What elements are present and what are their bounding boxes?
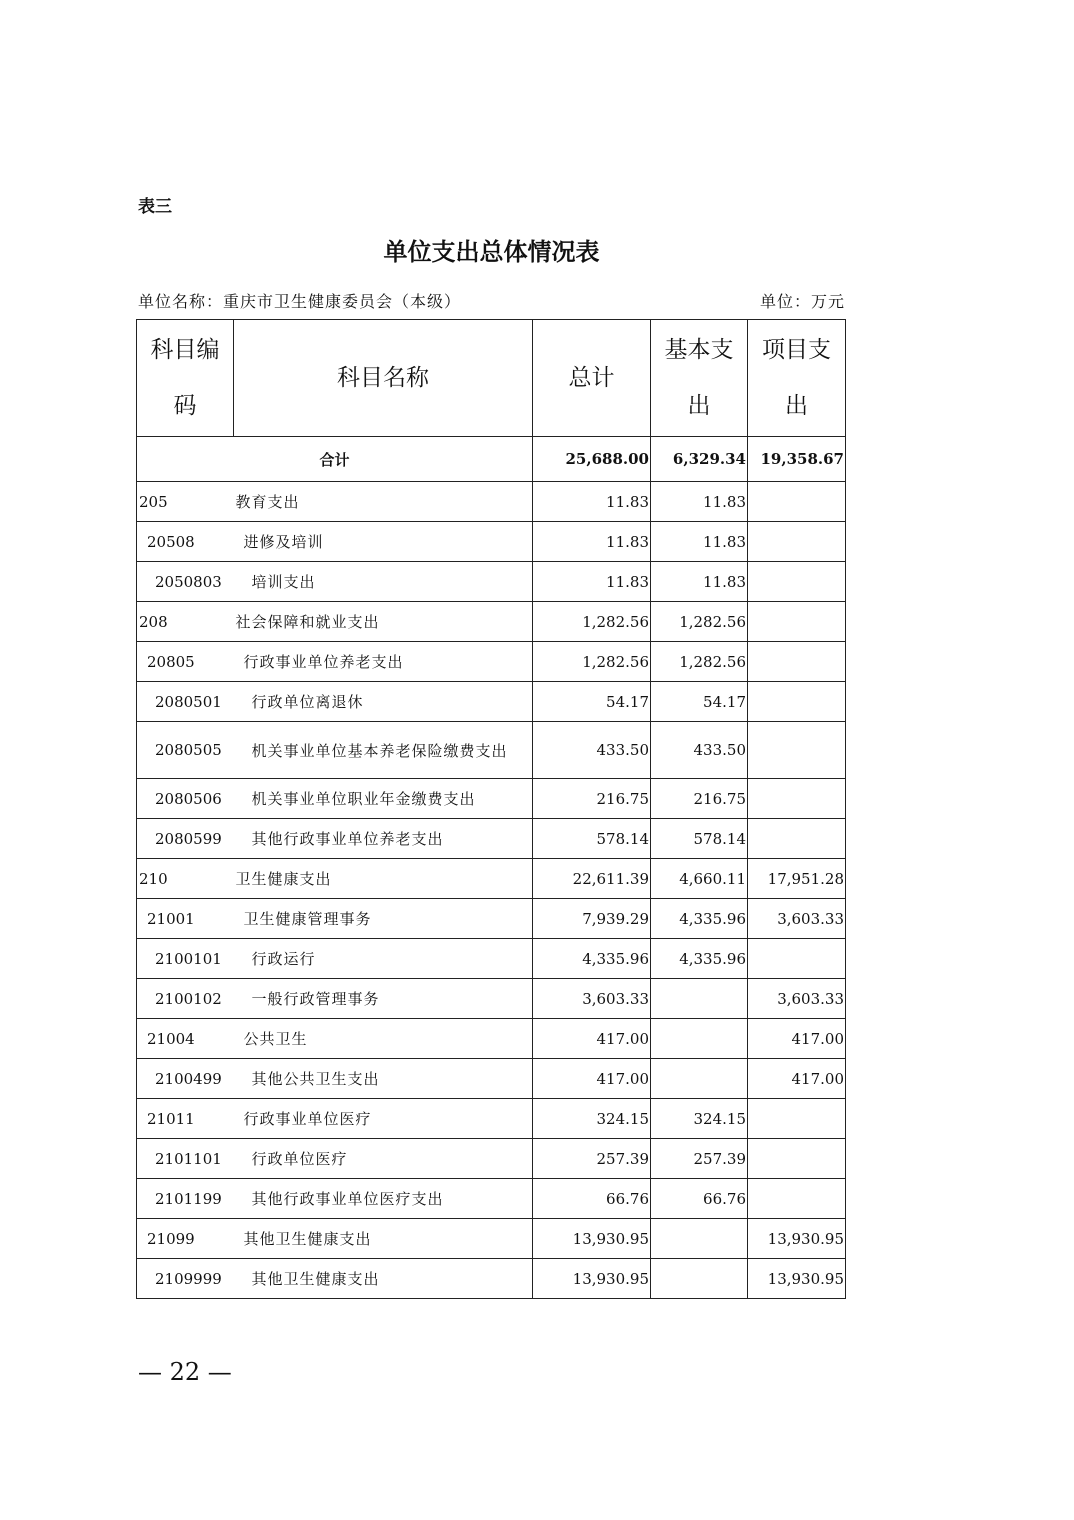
row-code: 21011: [137, 1099, 234, 1139]
total-sum: 25,688.00: [533, 437, 651, 482]
row-name: 机关事业单位职业年金缴费支出: [234, 779, 533, 819]
row-code: 20805: [137, 642, 234, 682]
row-code: 2080599: [137, 819, 234, 859]
row-project: [748, 819, 846, 859]
row-basic: 11.83: [651, 522, 748, 562]
row-name: 其他公共卫生支出: [234, 1059, 533, 1099]
table-row: [137, 1219, 846, 1259]
row-total: 578.14: [533, 819, 651, 859]
row-code: 2100101: [137, 939, 234, 979]
row-code: 2100499: [137, 1059, 234, 1099]
row-basic: [651, 1259, 748, 1299]
table-row: [137, 1179, 846, 1219]
row-total: 1,282.56: [533, 642, 651, 682]
row-name: 卫生健康管理事务: [234, 899, 533, 939]
row-basic: 11.83: [651, 482, 748, 522]
row-project: [748, 779, 846, 819]
row-total: 54.17: [533, 682, 651, 722]
header-total: 总计: [533, 320, 651, 437]
table-row: [137, 819, 846, 859]
row-total: 3,603.33: [533, 979, 651, 1019]
row-code: 21099: [137, 1219, 234, 1259]
row-project: [748, 642, 846, 682]
row-basic: 578.14: [651, 819, 748, 859]
row-name: 行政事业单位养老支出: [234, 642, 533, 682]
row-basic: 1,282.56: [651, 642, 748, 682]
table-row: [137, 1099, 846, 1139]
row-total: 7,939.29: [533, 899, 651, 939]
table-row: [137, 602, 846, 642]
table-row: [137, 1139, 846, 1179]
total-basic: 6,329.34: [651, 437, 748, 482]
row-name: 一般行政管理事务: [234, 979, 533, 1019]
row-total: 417.00: [533, 1019, 651, 1059]
row-name: 进修及培训: [234, 522, 533, 562]
table-row: [137, 979, 846, 1019]
row-name: 培训支出: [234, 562, 533, 602]
total-row: [137, 437, 846, 482]
row-project: 13,930.95: [748, 1219, 846, 1259]
row-code: 210: [137, 859, 234, 899]
row-project: 3,603.33: [748, 979, 846, 1019]
row-total: 11.83: [533, 522, 651, 562]
row-total: 324.15: [533, 1099, 651, 1139]
row-name: 教育支出: [234, 482, 533, 522]
row-code: 2101101: [137, 1139, 234, 1179]
header-code-line1: 科目编: [150, 337, 220, 363]
table-row: [137, 1019, 846, 1059]
row-code: 2080505: [137, 722, 234, 779]
row-code: 2109999: [137, 1259, 234, 1299]
row-code: 2050803: [137, 562, 234, 602]
row-basic: 54.17: [651, 682, 748, 722]
row-project: [748, 482, 846, 522]
table-row: [137, 939, 846, 979]
row-project: [748, 682, 846, 722]
header-project-line2: 出: [785, 393, 808, 419]
row-name: 其他行政事业单位养老支出: [234, 819, 533, 859]
row-basic: [651, 1059, 748, 1099]
row-name: 行政运行: [234, 939, 533, 979]
row-basic: 11.83: [651, 562, 748, 602]
row-project: [748, 939, 846, 979]
row-project: [748, 1139, 846, 1179]
table-row: [137, 682, 846, 722]
row-project: [748, 562, 846, 602]
row-code: 208: [137, 602, 234, 642]
row-project: 417.00: [748, 1019, 846, 1059]
row-project: [748, 602, 846, 642]
row-project: [748, 1179, 846, 1219]
row-basic: 257.39: [651, 1139, 748, 1179]
row-basic: 4,335.96: [651, 899, 748, 939]
table-row: [137, 1259, 846, 1299]
row-basic: 216.75: [651, 779, 748, 819]
row-basic: 66.76: [651, 1179, 748, 1219]
row-total: 13,930.95: [533, 1259, 651, 1299]
table-row: [137, 562, 846, 602]
row-name: 行政事业单位医疗: [234, 1099, 533, 1139]
row-project: 17,951.28: [748, 859, 846, 899]
row-basic: 4,335.96: [651, 939, 748, 979]
expenditure-table: [136, 319, 846, 1299]
header-project-line1: 项目支: [762, 337, 831, 363]
row-project: [748, 722, 846, 779]
header-basic: [651, 320, 748, 437]
row-code: 21004: [137, 1019, 234, 1059]
header-name: 科目名称: [234, 320, 533, 437]
row-total: 257.39: [533, 1139, 651, 1179]
row-total: 22,611.39: [533, 859, 651, 899]
row-total: 433.50: [533, 722, 651, 779]
row-basic: [651, 1019, 748, 1059]
table-row: [137, 1059, 846, 1099]
row-name: 其他行政事业单位医疗支出: [234, 1179, 533, 1219]
unit-info-line: [138, 289, 845, 312]
row-project: 13,930.95: [748, 1259, 846, 1299]
row-total: 417.00: [533, 1059, 651, 1099]
header-basic-line2: 出: [687, 393, 711, 419]
row-name: 行政单位医疗: [234, 1139, 533, 1179]
header-code: [137, 320, 234, 437]
table-row: [137, 482, 846, 522]
document-title: 单位支出总体情况表: [383, 237, 600, 266]
row-basic: 4,660.11: [651, 859, 748, 899]
row-name: 公共卫生: [234, 1019, 533, 1059]
row-total: 11.83: [533, 562, 651, 602]
row-code: 2100102: [137, 979, 234, 1019]
row-total: 66.76: [533, 1179, 651, 1219]
table-row: [137, 779, 846, 819]
total-label: 合计: [137, 437, 533, 482]
row-code: 2101199: [137, 1179, 234, 1219]
row-code: 21001: [137, 899, 234, 939]
row-name: 卫生健康支出: [234, 859, 533, 899]
unit-measure: 单位：万元: [759, 292, 845, 311]
row-code: 205: [137, 482, 234, 522]
row-total: 13,930.95: [533, 1219, 651, 1259]
row-project: [748, 1099, 846, 1139]
row-project: 3,603.33: [748, 899, 846, 939]
unit-name: 单位名称：重庆市卫生健康委员会（本级）: [138, 292, 462, 311]
row-project: [748, 522, 846, 562]
header-basic-line1: 基本支: [664, 337, 734, 363]
table-row: [137, 642, 846, 682]
table-label: 表三: [138, 197, 172, 217]
row-name: 机关事业单位基本养老保险缴费支出: [234, 722, 533, 779]
row-name: 社会保障和就业支出: [234, 602, 533, 642]
row-basic: [651, 1219, 748, 1259]
row-project: 417.00: [748, 1059, 846, 1099]
row-basic: 1,282.56: [651, 602, 748, 642]
page-number: — 22 —: [138, 1358, 232, 1386]
header-project: [748, 320, 846, 437]
table-row: [137, 859, 846, 899]
header-row: [137, 320, 846, 437]
table-row: [137, 522, 846, 562]
table-row: [137, 899, 846, 939]
header-code-line2: 码: [173, 393, 197, 419]
total-project: 19,358.67: [748, 437, 846, 482]
row-basic: 324.15: [651, 1099, 748, 1139]
row-code: 2080506: [137, 779, 234, 819]
row-code: 2080501: [137, 682, 234, 722]
table-row: [137, 722, 846, 779]
row-basic: [651, 979, 748, 1019]
row-code: 20508: [137, 522, 234, 562]
row-name: 其他卫生健康支出: [234, 1219, 533, 1259]
row-basic: 433.50: [651, 722, 748, 779]
row-total: 4,335.96: [533, 939, 651, 979]
row-name: 行政单位离退休: [234, 682, 533, 722]
row-name: 其他卫生健康支出: [234, 1259, 533, 1299]
row-total: 1,282.56: [533, 602, 651, 642]
row-total: 216.75: [533, 779, 651, 819]
row-total: 11.83: [533, 482, 651, 522]
